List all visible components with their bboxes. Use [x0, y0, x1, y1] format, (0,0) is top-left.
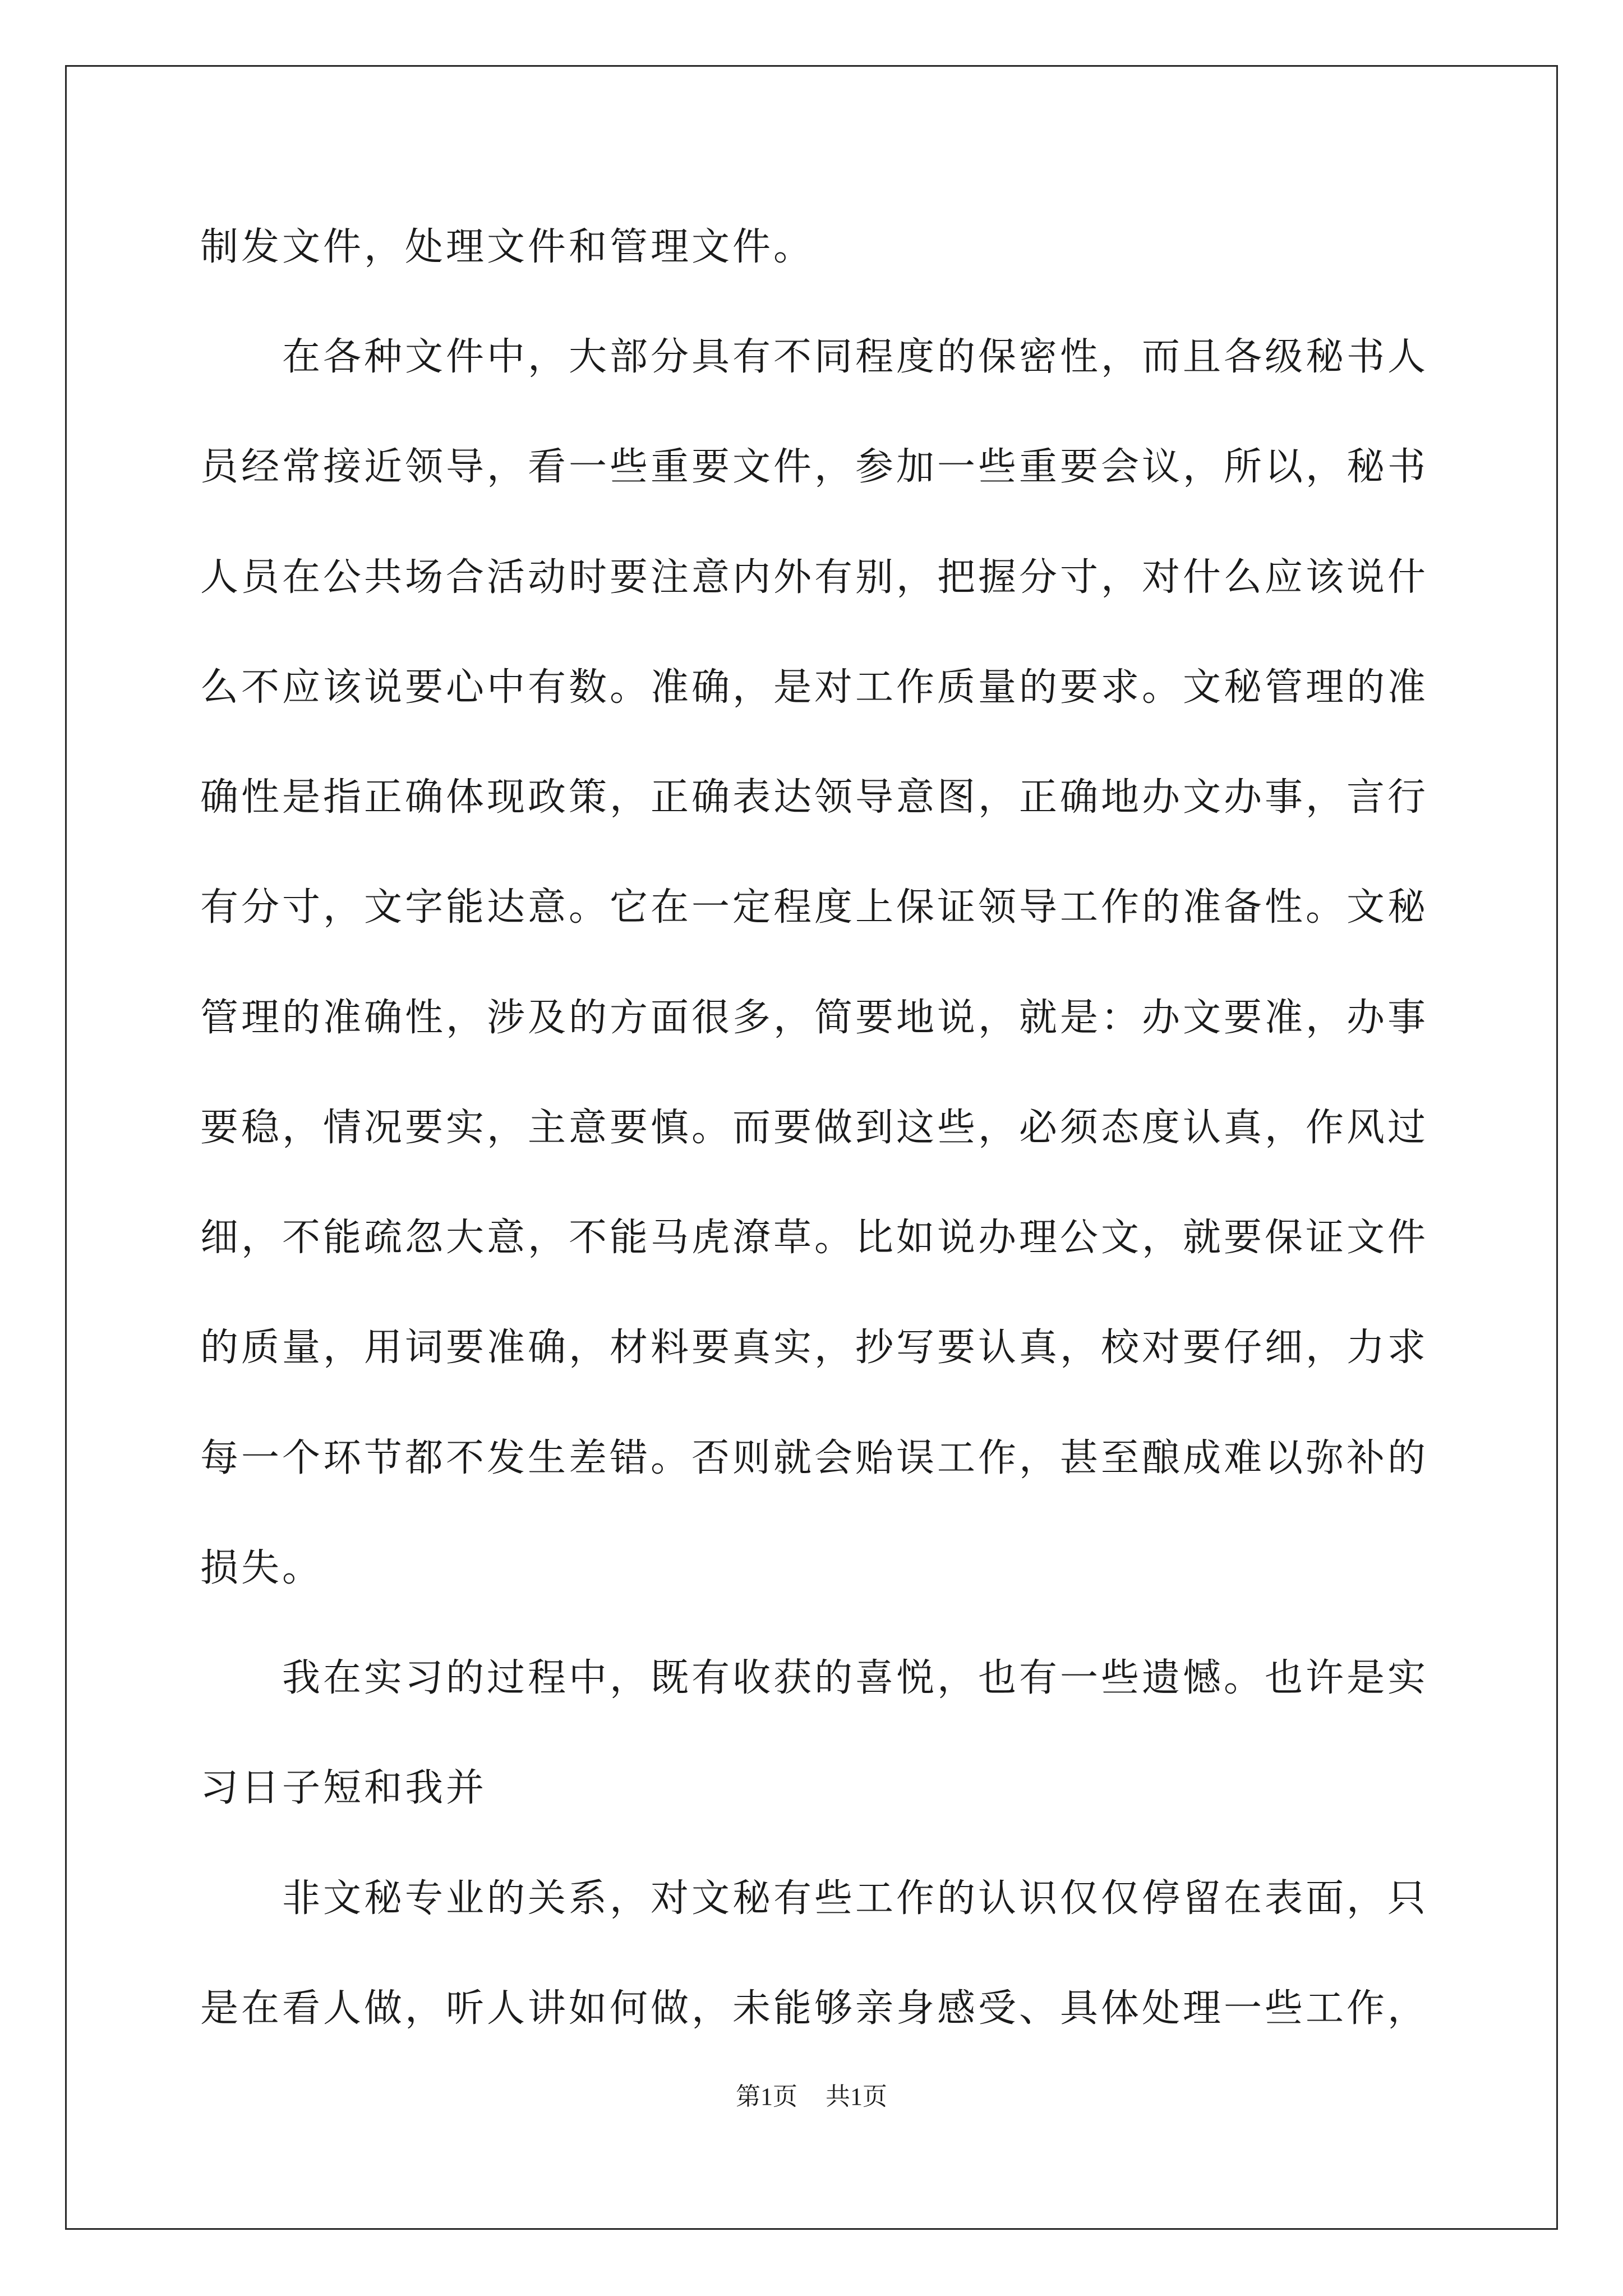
text-line-15: 习日子短和我并 — [200, 1766, 487, 1810]
text-line-12: 每一个环节都不发生差错。否则就会贻误工作，甚至酿成难以弥补的 — [200, 1436, 1429, 1480]
text-line-13: 损失。 — [200, 1546, 324, 1590]
text-line-4: 人员在公共场合活动时要注意内外有别，把握分寸，对什么应该说什 — [200, 555, 1429, 600]
text-line-14: 我在实习的过程中，既有收获的喜悦，也有一些遗憾。也许是实 — [282, 1656, 1429, 1700]
text-line-16: 非文秘专业的关系，对文秘有些工作的认识仅仅停留在表面，只 — [282, 1876, 1429, 1921]
text-line-10: 细，不能疏忽大意，不能马虎潦草。比如说办理公文，就要保证文件 — [200, 1216, 1429, 1260]
text-line-5: 么不应该说要心中有数。准确，是对工作质量的要求。文秘管理的准 — [200, 665, 1429, 710]
text-line-1: 制发文件，处理文件和管理文件。 — [200, 225, 815, 269]
page-number-current: 第1页 — [736, 2083, 797, 2110]
text-line-3: 员经常接近领导，看一些重要文件，参加一些重要会议，所以，秘书 — [200, 445, 1429, 489]
text-line-11: 的质量，用词要准确，材料要真实，抄写要认真，校对要仔细，力求 — [200, 1326, 1429, 1370]
text-line-17: 是在看人做，听人讲如何做，未能够亲身感受、具体处理一些工作， — [200, 1986, 1429, 2031]
text-line-2: 在各种文件中，大部分具有不同程度的保密性，而且各级秘书人 — [282, 335, 1429, 379]
text-line-8: 管理的准确性，涉及的方面很多，简要地说，就是：办文要准，办事 — [200, 996, 1429, 1040]
text-line-6: 确性是指正确体现政策，正确表达领导意图，正确地办文办事，言行 — [200, 775, 1429, 820]
text-line-7: 有分寸，文字能达意。它在一定程度上保证领导工作的准备性。文秘 — [200, 885, 1429, 930]
page-footer — [0, 2080, 1623, 2114]
page-number-total: 共1页 — [826, 2083, 887, 2110]
text-line-9: 要稳，情况要实，主意要慎。而要做到这些，必须态度认真，作风过 — [200, 1106, 1429, 1150]
